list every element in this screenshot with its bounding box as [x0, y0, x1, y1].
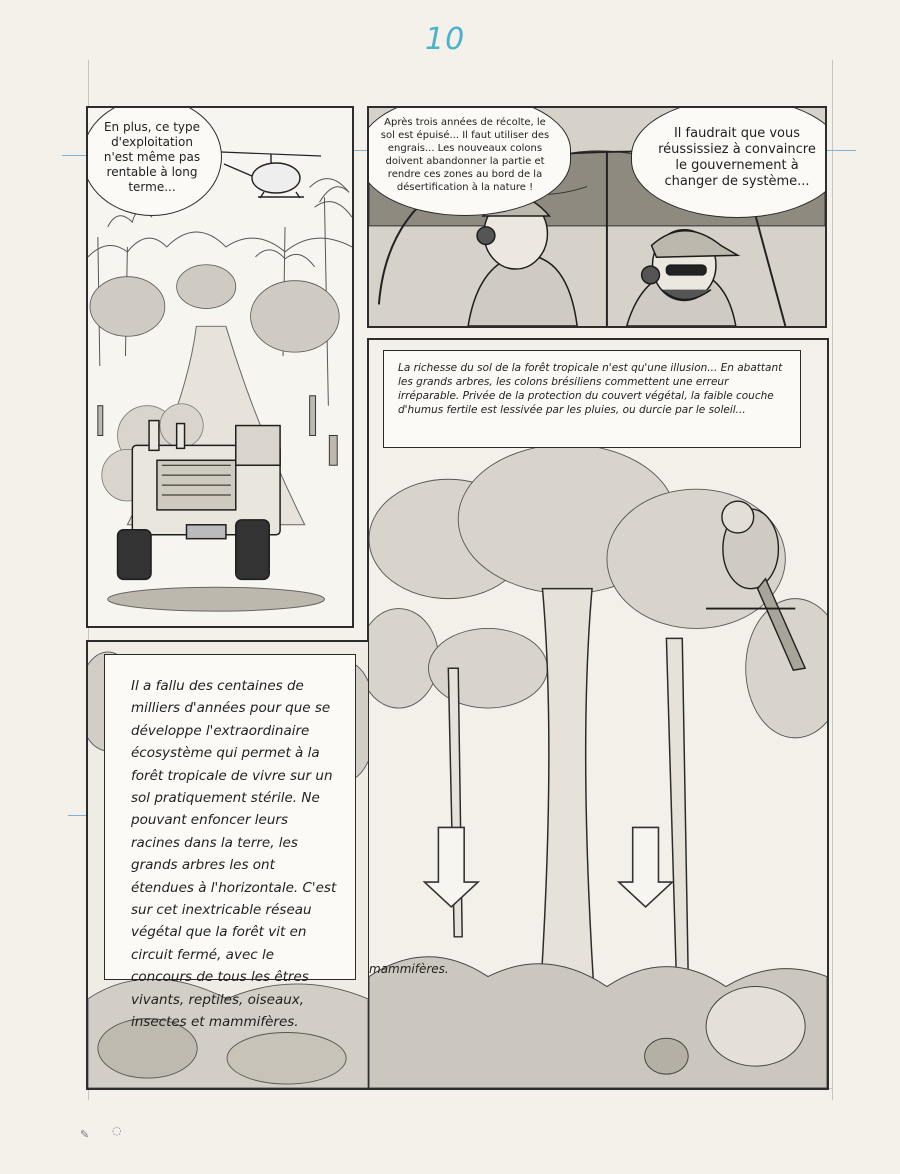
panel-truck-clearing [86, 106, 354, 628]
pencil-scribble: ◌ [112, 1124, 122, 1137]
speech-bubble-profitability: En plus, ce type d'exploitation n'est même pas rentable à long terme... [86, 106, 222, 216]
guide-tick [826, 150, 856, 151]
speech-bubble-soil-exhausted: Après trois années de récolte, le sol est épuisé... Il faut utiliser des engrais... Les nouveaux colons doivent abandonner la partie et rendre ces zones au bord de la désertification à la nature ! [367, 106, 571, 216]
page-number: 10 [425, 22, 466, 57]
speech-bubble-convince-government: Il faudrait que vous réussissiez à convaincre le gouvernement à changer de système... [631, 106, 827, 218]
narration-caption-soil-illusion: La richesse du sol de la forêt tropicale n'est qu'une illusion... En abattant les grands arbres, les colons brésiliens commettent une erreur irréparable. Privée de la protection du couvert végétal, la faible couche d'humus fertile est lessivée par les pluies, ou durcie par le soleil... [383, 350, 801, 448]
pencil-scribble: ✎ [80, 1128, 90, 1141]
panel-rainforest [367, 338, 829, 1090]
annotation-label: mammifères. [369, 962, 449, 976]
panel-cockpit [367, 106, 827, 328]
narration-caption-ecosystem: Il a fallu des centaines de milliers d'années pour que se développe l'extraordinaire écosystème qui permet à la forêt tropicale de vivre sur un sol pratiquement stérile. Ne pouvant enfoncer leurs racines dans la terre, les grands arbres les ont étendues à l'horizontale. C'est sur cet inextricable réseau végétal que la forêt vit en circuit fermé, avec le concours de tous les êtres vivants, reptiles, oiseaux, insectes et mammifères. [104, 654, 356, 980]
margin-guide-right [832, 60, 833, 1100]
helicopter-illustration [216, 142, 326, 212]
panel-forest-floor [86, 640, 368, 1090]
